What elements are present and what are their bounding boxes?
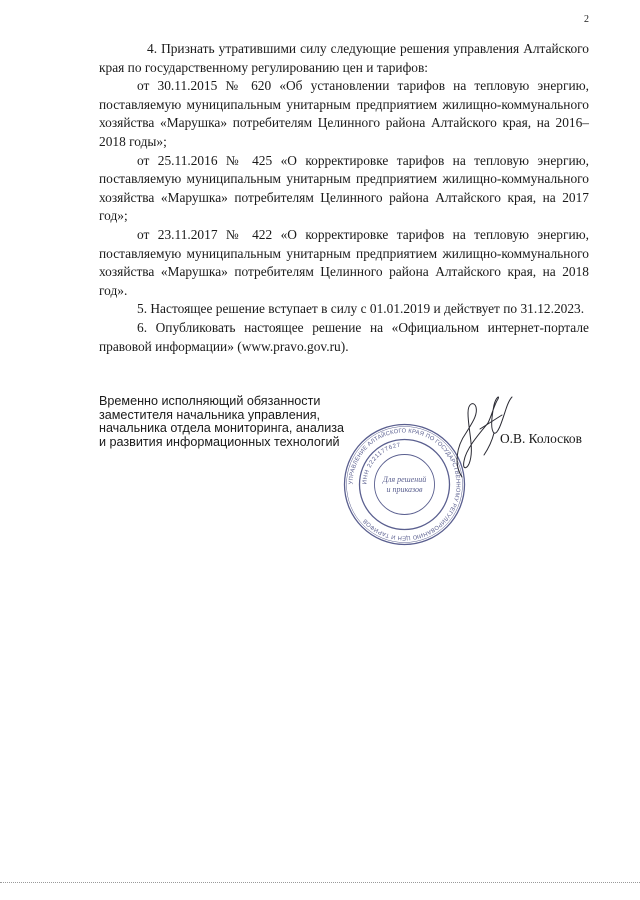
position-line: заместителя начальника управления, <box>99 407 321 422</box>
paragraph-revoked-decision-1: от 30.11.2015 № 620 «Об установлении тарифов на тепловую энергию, поставляемую муниципальным унитарным предприятием жилищно-коммунального хозяйства «Марушка» потребителям Целинного района Алтайского края, на 2016–2018 годы»; <box>99 78 589 149</box>
signatory-position <box>99 395 379 449</box>
position-line: и развития информационных технологий <box>99 434 340 449</box>
position-line: Временно исполняющий обязанности <box>99 394 321 408</box>
document-body <box>99 40 589 356</box>
stamp-outer-text: УПРАВЛЕНИЕ АЛТАЙСКОГО КРАЯ ПО ГОСУДАРСТВЕННОМУ РЕГУЛИРОВАНИЮ ЦЕН И ТАРИФОВ <box>348 428 461 541</box>
footer-divider <box>0 882 640 883</box>
stamp-center-text: Для решений <box>382 475 427 484</box>
paragraph-revoked-decision-3: от 23.11.2017 № 422 «О корректировке тарифов на тепловую энергию, поставляемую муниципальным унитарным предприятием жилищно-коммунального хозяйства «Марушка» потребителям Целинного района Алтайского края, на 2018 год». <box>99 226 589 298</box>
paragraph-item-4: 4. Признать утратившими силу следующие решения управления Алтайского края по государственному регулированию цен и тарифов: <box>99 41 589 75</box>
stamp-inn-text: ИНН 2221177627 <box>362 442 402 485</box>
paragraph-item-6: 6. Опубликовать настоящее решение на «Официальном интернет-портале правовой информации» (www.pravo.gov.ru). <box>99 319 589 354</box>
paragraph-revoked-decision-2: от 25.11.2016 № 425 «О корректировке тарифов на тепловую энергию, поставляемую муниципальным унитарным предприятием жилищно-коммунального хозяйства «Марушка» потребителям Целинного района Алтайского края, на 2017 год»; <box>99 152 589 224</box>
page-number: 2 <box>584 14 589 25</box>
stamp-center-text: и приказов <box>386 485 423 494</box>
paragraph-item-5: 5. Настоящее решение вступает в силу с 01.01.2019 и действует по 31.12.2023. <box>137 301 585 317</box>
handwritten-signature <box>432 385 522 485</box>
signatory-name: О.В. Колосков <box>500 431 582 446</box>
position-line: начальника отдела мониторинга, анализа <box>99 421 345 435</box>
